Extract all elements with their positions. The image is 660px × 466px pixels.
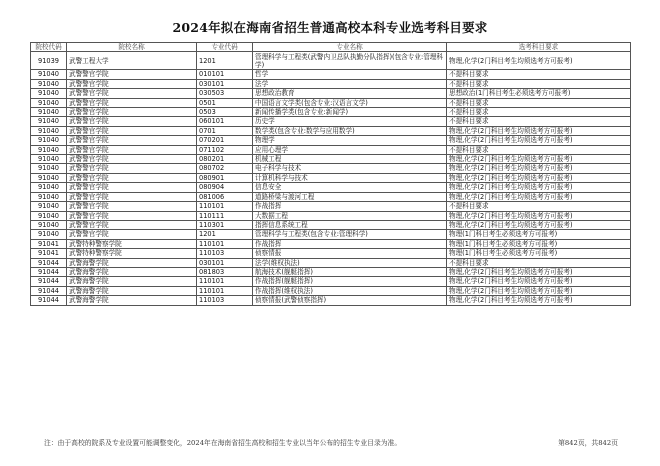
school-name-cell: 武警警官学院 <box>67 136 197 145</box>
major-name-cell: 侦察情报(武警侦察指挥) <box>253 296 447 305</box>
school-code-cell: 91044 <box>31 296 67 305</box>
school-code-cell: 91040 <box>31 145 67 154</box>
school-code-cell: 91041 <box>31 249 67 258</box>
table-row <box>31 108 631 117</box>
school-code-cell: 91044 <box>31 267 67 276</box>
requirement-cell: 物理,化学(2门科目考生均须选考方可报考) <box>447 277 631 286</box>
requirement-cell: 不提科目要求 <box>447 79 631 88</box>
school-name-cell: 武警海警学院 <box>67 296 197 305</box>
school-code-cell: 91040 <box>31 192 67 201</box>
major-code-cell: 081803 <box>197 267 253 276</box>
school-code-cell: 91040 <box>31 136 67 145</box>
major-code-cell: 080201 <box>197 155 253 164</box>
major-name-cell: 法学(维权执法) <box>253 258 447 267</box>
school-code-cell: 91040 <box>31 173 67 182</box>
major-name-cell: 计算机科学与技术 <box>253 173 447 182</box>
table-row <box>31 136 631 145</box>
school-code-cell: 91040 <box>31 89 67 98</box>
table-row <box>31 249 631 258</box>
major-name-cell: 新闻传播学类(包含专业:新闻学) <box>253 108 447 117</box>
table-row <box>31 126 631 135</box>
school-name-cell: 武警特种警察学院 <box>67 249 197 258</box>
major-name-cell: 法学 <box>253 79 447 88</box>
school-name-cell: 武警警官学院 <box>67 192 197 201</box>
major-name-cell: 历史学 <box>253 117 447 126</box>
school-name-cell: 武警警官学院 <box>67 108 197 117</box>
school-code-cell: 91039 <box>31 52 67 70</box>
major-code-cell: 110101 <box>197 277 253 286</box>
requirement-cell: 物理(1门科目考生必须选考方可报考) <box>447 249 631 258</box>
school-name-cell: 武警警官学院 <box>67 211 197 220</box>
table-row <box>31 79 631 88</box>
school-code-cell: 91040 <box>31 108 67 117</box>
table-row <box>31 296 631 305</box>
school-code-cell: 91044 <box>31 277 67 286</box>
school-code-cell: 91040 <box>31 220 67 229</box>
table-row <box>31 220 631 229</box>
major-name-cell: 应用心理学 <box>253 145 447 154</box>
table-row <box>31 89 631 98</box>
major-code-cell: 030503 <box>197 89 253 98</box>
requirement-cell: 不提科目要求 <box>447 70 631 79</box>
header-major-code: 专业代码 <box>197 43 253 52</box>
major-code-cell: 030101 <box>197 258 253 267</box>
header-school-code: 院校代码 <box>31 43 67 52</box>
major-code-cell: 081006 <box>197 192 253 201</box>
major-code-cell: 110101 <box>197 202 253 211</box>
requirement-cell: 不提科目要求 <box>447 145 631 154</box>
school-code-cell: 91040 <box>31 126 67 135</box>
major-code-cell: 0503 <box>197 108 253 117</box>
major-name-cell: 道路桥梁与渡河工程 <box>253 192 447 201</box>
major-code-cell: 1201 <box>197 230 253 239</box>
major-code-cell: 080904 <box>197 183 253 192</box>
major-code-cell: 080901 <box>197 173 253 182</box>
table-row <box>31 52 631 70</box>
requirement-cell: 物理(1门科目考生必须选考方可报考) <box>447 230 631 239</box>
requirement-cell: 不提科目要求 <box>447 98 631 107</box>
school-name-cell: 武警警官学院 <box>67 126 197 135</box>
major-name-cell: 思想政治教育 <box>253 89 447 98</box>
table-row <box>31 202 631 211</box>
table-row <box>31 70 631 79</box>
major-code-cell: 110103 <box>197 296 253 305</box>
requirement-cell: 物理,化学(2门科目考生均须选考方可报考) <box>447 52 631 70</box>
requirements-table <box>30 42 631 306</box>
major-name-cell: 信息安全 <box>253 183 447 192</box>
school-name-cell: 武警海警学院 <box>67 258 197 267</box>
school-name-cell: 武警警官学院 <box>67 79 197 88</box>
requirement-cell: 物理,化学(2门科目考生均须选考方可报考) <box>447 286 631 295</box>
table-row <box>31 267 631 276</box>
major-code-cell: 110101 <box>197 286 253 295</box>
major-name-cell: 作战指挥 <box>253 239 447 248</box>
major-code-cell: 070201 <box>197 136 253 145</box>
major-name-cell: 侦察情报 <box>253 249 447 258</box>
requirement-cell: 不提科目要求 <box>447 108 631 117</box>
school-code-cell: 91040 <box>31 155 67 164</box>
school-name-cell: 武警警官学院 <box>67 202 197 211</box>
major-code-cell: 060101 <box>197 117 253 126</box>
major-name-cell: 作战指挥(维权执法) <box>253 286 447 295</box>
school-code-cell: 91040 <box>31 164 67 173</box>
major-name-cell: 机械工程 <box>253 155 447 164</box>
requirement-cell: 物理,化学(2门科目考生均须选考方可报考) <box>447 296 631 305</box>
school-code-cell: 91040 <box>31 79 67 88</box>
major-name-cell: 指挥信息系统工程 <box>253 220 447 229</box>
school-name-cell: 武警警官学院 <box>67 117 197 126</box>
major-code-cell: 0501 <box>197 98 253 107</box>
school-name-cell: 武警警官学院 <box>67 183 197 192</box>
requirement-cell: 物理,化学(2门科目考生均须选考方可报考) <box>447 155 631 164</box>
major-name-cell: 电子科学与技术 <box>253 164 447 173</box>
school-name-cell: 武警海警学院 <box>67 267 197 276</box>
school-name-cell: 武警工程大学 <box>67 52 197 70</box>
major-code-cell: 080702 <box>197 164 253 173</box>
major-code-cell: 110111 <box>197 211 253 220</box>
major-code-cell: 1201 <box>197 52 253 70</box>
major-code-cell: 071102 <box>197 145 253 154</box>
school-name-cell: 武警警官学院 <box>67 145 197 154</box>
table-body <box>31 52 631 305</box>
school-name-cell: 武警警官学院 <box>67 155 197 164</box>
requirement-cell: 物理,化学(2门科目考生均须选考方可报考) <box>447 220 631 229</box>
major-code-cell: 110301 <box>197 220 253 229</box>
requirement-cell: 不提科目要求 <box>447 117 631 126</box>
table-row <box>31 98 631 107</box>
school-name-cell: 武警警官学院 <box>67 173 197 182</box>
school-name-cell: 武警警官学院 <box>67 230 197 239</box>
table-row <box>31 164 631 173</box>
header-major-name: 专业名称 <box>253 43 447 52</box>
school-code-cell: 91044 <box>31 258 67 267</box>
page-number: 第842页，共842页 <box>558 439 618 447</box>
school-code-cell: 91040 <box>31 117 67 126</box>
major-name-cell: 作战指挥 <box>253 202 447 211</box>
requirement-cell: 物理,化学(2门科目考生均须选考方可报考) <box>447 211 631 220</box>
major-code-cell: 010101 <box>197 70 253 79</box>
page-title: 2024年拟在海南省招生普通高校本科专业选考科目要求 <box>172 20 488 35</box>
school-name-cell: 武警警官学院 <box>67 220 197 229</box>
major-name-cell: 中国语言文学类(包含专业:汉语言文学) <box>253 98 447 107</box>
table-row <box>31 173 631 182</box>
school-name-cell: 武警警官学院 <box>67 164 197 173</box>
table-row <box>31 239 631 248</box>
major-name-cell: 哲学 <box>253 70 447 79</box>
school-code-cell: 91044 <box>31 286 67 295</box>
school-name-cell: 武警警官学院 <box>67 98 197 107</box>
requirement-cell: 思想政治(1门科目考生必须选考方可报考) <box>447 89 631 98</box>
table-row <box>31 192 631 201</box>
major-name-cell: 管理科学与工程类(武警内卫总队执勤分队指挥)(包含专业:管理科学) <box>253 52 447 70</box>
school-code-cell: 91040 <box>31 183 67 192</box>
major-code-cell: 110101 <box>197 239 253 248</box>
requirement-cell: 物理,化学(2门科目考生均须选考方可报考) <box>447 136 631 145</box>
table-row <box>31 211 631 220</box>
school-code-cell: 91040 <box>31 211 67 220</box>
requirement-cell: 不提科目要求 <box>447 258 631 267</box>
school-name-cell: 武警警官学院 <box>67 89 197 98</box>
table-row <box>31 258 631 267</box>
table-row <box>31 145 631 154</box>
requirement-cell: 物理,化学(2门科目考生均须选考方可报考) <box>447 267 631 276</box>
major-name-cell: 数学类(包含专业:数学与应用数学) <box>253 126 447 135</box>
table-header-row <box>31 43 631 52</box>
requirement-cell: 物理(1门科目考生必须选考方可报考) <box>447 239 631 248</box>
table-row <box>31 286 631 295</box>
header-subject-requirement: 选考科目要求 <box>447 43 631 52</box>
school-name-cell: 武警特种警察学院 <box>67 239 197 248</box>
school-code-cell: 91040 <box>31 98 67 107</box>
school-name-cell: 武警警官学院 <box>67 70 197 79</box>
major-name-cell: 管理科学与工程类(包含专业:管理科学) <box>253 230 447 239</box>
header-school-name: 院校名称 <box>67 43 197 52</box>
requirement-cell: 物理,化学(2门科目考生均须选考方可报考) <box>447 173 631 182</box>
school-code-cell: 91040 <box>31 202 67 211</box>
major-name-cell: 大数据工程 <box>253 211 447 220</box>
table-row <box>31 277 631 286</box>
major-name-cell: 航海技术(舰艇指挥) <box>253 267 447 276</box>
table-row <box>31 230 631 239</box>
requirement-cell: 物理,化学(2门科目考生均须选考方可报考) <box>447 183 631 192</box>
major-code-cell: 110103 <box>197 249 253 258</box>
major-code-cell: 030101 <box>197 79 253 88</box>
school-code-cell: 91041 <box>31 239 67 248</box>
major-name-cell: 作战指挥(舰艇指挥) <box>253 277 447 286</box>
table-row <box>31 183 631 192</box>
requirement-cell: 不提科目要求 <box>447 202 631 211</box>
school-code-cell: 91040 <box>31 70 67 79</box>
table-row <box>31 155 631 164</box>
footer-note: 注：由于高校的院系及专业设置可能调整变化，2024年在海南省招生高校和招生专业以当年公布的招生专业目录为准。 <box>44 439 402 447</box>
school-code-cell: 91040 <box>31 230 67 239</box>
requirement-cell: 物理,化学(2门科目考生均须选考方可报考) <box>447 126 631 135</box>
major-name-cell: 物理学 <box>253 136 447 145</box>
major-code-cell: 0701 <box>197 126 253 135</box>
table-row <box>31 117 631 126</box>
requirement-cell: 物理,化学(2门科目考生均须选考方可报考) <box>447 192 631 201</box>
school-name-cell: 武警海警学院 <box>67 277 197 286</box>
school-name-cell: 武警海警学院 <box>67 286 197 295</box>
requirement-cell: 物理,化学(2门科目考生均须选考方可报考) <box>447 164 631 173</box>
